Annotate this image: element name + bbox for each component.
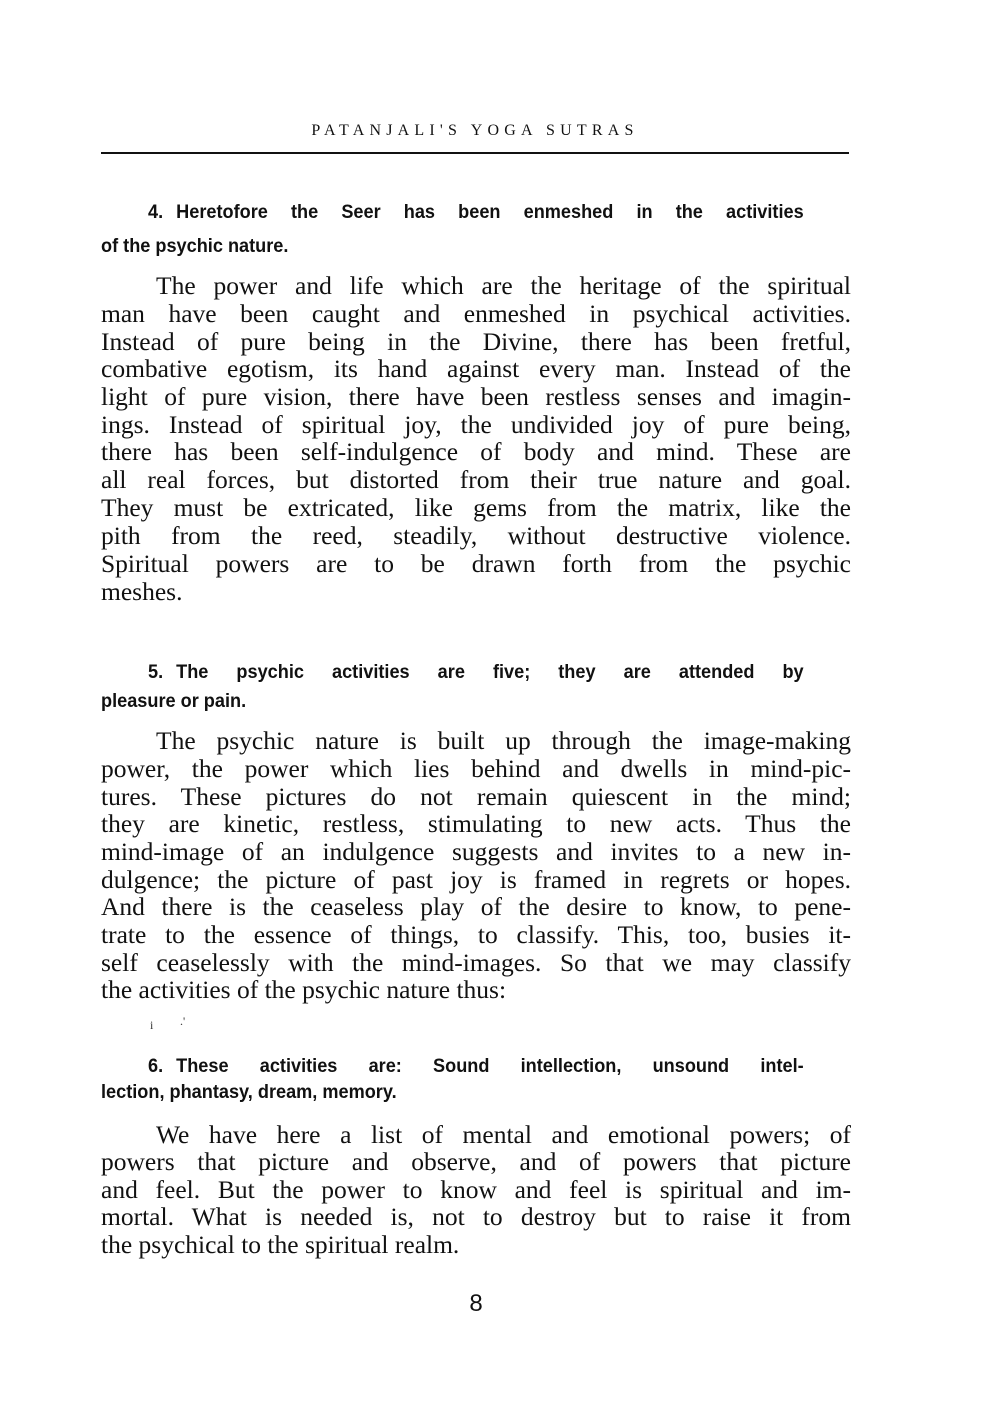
sutra-text-line: These activities are: Sound intellection, unsound intel- [176, 1055, 804, 1077]
sutra-6-heading-cont: lection, phantasy, dream, memory. [101, 1081, 397, 1103]
commentary-line: We have here a list of mental and emotional powers; of [156, 1120, 851, 1149]
commentary-line: the activities of the psychic nature thus: [101, 975, 507, 1004]
commentary-line: there has been self-indulgence of body and mind. These are [101, 437, 851, 466]
scan-artifact: .' [180, 1014, 186, 1028]
commentary-line: ings. Instead of spiritual joy, the undivided joy of pure being, [101, 410, 851, 439]
commentary-line: man have been caught and enmeshed in psychical activities. [101, 299, 851, 328]
commentary-line: light of pure vision, there have been restless senses and imagin- [101, 382, 851, 411]
sutra-5-heading [148, 660, 804, 684]
commentary-line: the psychical to the spiritual realm. [101, 1230, 460, 1259]
commentary-line: tures. These pictures do not remain quiescent in the mind; [101, 782, 851, 811]
commentary-line: And there is the ceaseless play of the desire to know, to pene- [101, 892, 851, 921]
commentary-line: The power and life which are the heritage of the spiritual [156, 271, 851, 300]
commentary-line: they are kinetic, restless, stimulating to new acts. Thus the [101, 809, 851, 838]
commentary-line: all real forces, but distorted from their true nature and goal. [101, 465, 851, 494]
sutra-text-line: Heretofore the Seer has been enmeshed in the activities [176, 201, 804, 223]
commentary-line: self ceaselessly with the mind-images. So that we may classify [101, 948, 851, 977]
scan-artifact: i [150, 1018, 154, 1032]
sutra-text-line: The psychic activities are five; they are attended by [176, 661, 804, 683]
sutra-number: 4. [148, 201, 164, 223]
commentary-line: Instead of pure being in the Divine, there has been fretful, [101, 327, 851, 356]
commentary-line: mortal. What is needed is, not to destroy but to raise it from [101, 1202, 851, 1231]
sutra-5-heading-cont: pleasure or pain. [101, 690, 247, 712]
commentary-line: They must be extricated, like gems from the matrix, like the [101, 493, 851, 522]
commentary-line: combative egotism, its hand against every man. Instead of the [101, 354, 851, 383]
sutra-4-heading [148, 200, 804, 224]
commentary-line: trate to the essence of things, to classify. This, too, busies it- [101, 920, 851, 949]
commentary-line: and feel. But the power to know and feel is spiritual and im- [101, 1175, 851, 1204]
commentary-line: dulgence; the picture of past joy is framed in regrets or hopes. [101, 865, 851, 894]
commentary-line: pith from the reed, steadily, without destructive violence. [101, 521, 851, 550]
header-rule [101, 152, 849, 154]
running-head: PATANJALI'S YOGA SUTRAS [311, 122, 639, 139]
commentary-line: The psychic nature is built up through the image-making [156, 726, 851, 755]
sutra-number: 5. [148, 661, 164, 683]
sutra-number: 6. [148, 1055, 164, 1077]
sutra-6-heading [148, 1054, 804, 1078]
commentary-line: meshes. [101, 577, 183, 606]
page-number: 8 [469, 1290, 483, 1317]
commentary-line: Spiritual powers are to be drawn forth from the psychic [101, 549, 851, 578]
commentary-line: powers that picture and observe, and of powers that picture [101, 1147, 851, 1176]
commentary-line: mind-image of an indulgence suggests and invites to a new in- [101, 837, 851, 866]
commentary-line: power, the power which lies behind and dwells in mind-pic- [101, 754, 851, 783]
sutra-4-heading-cont: of the psychic nature. [101, 235, 289, 257]
